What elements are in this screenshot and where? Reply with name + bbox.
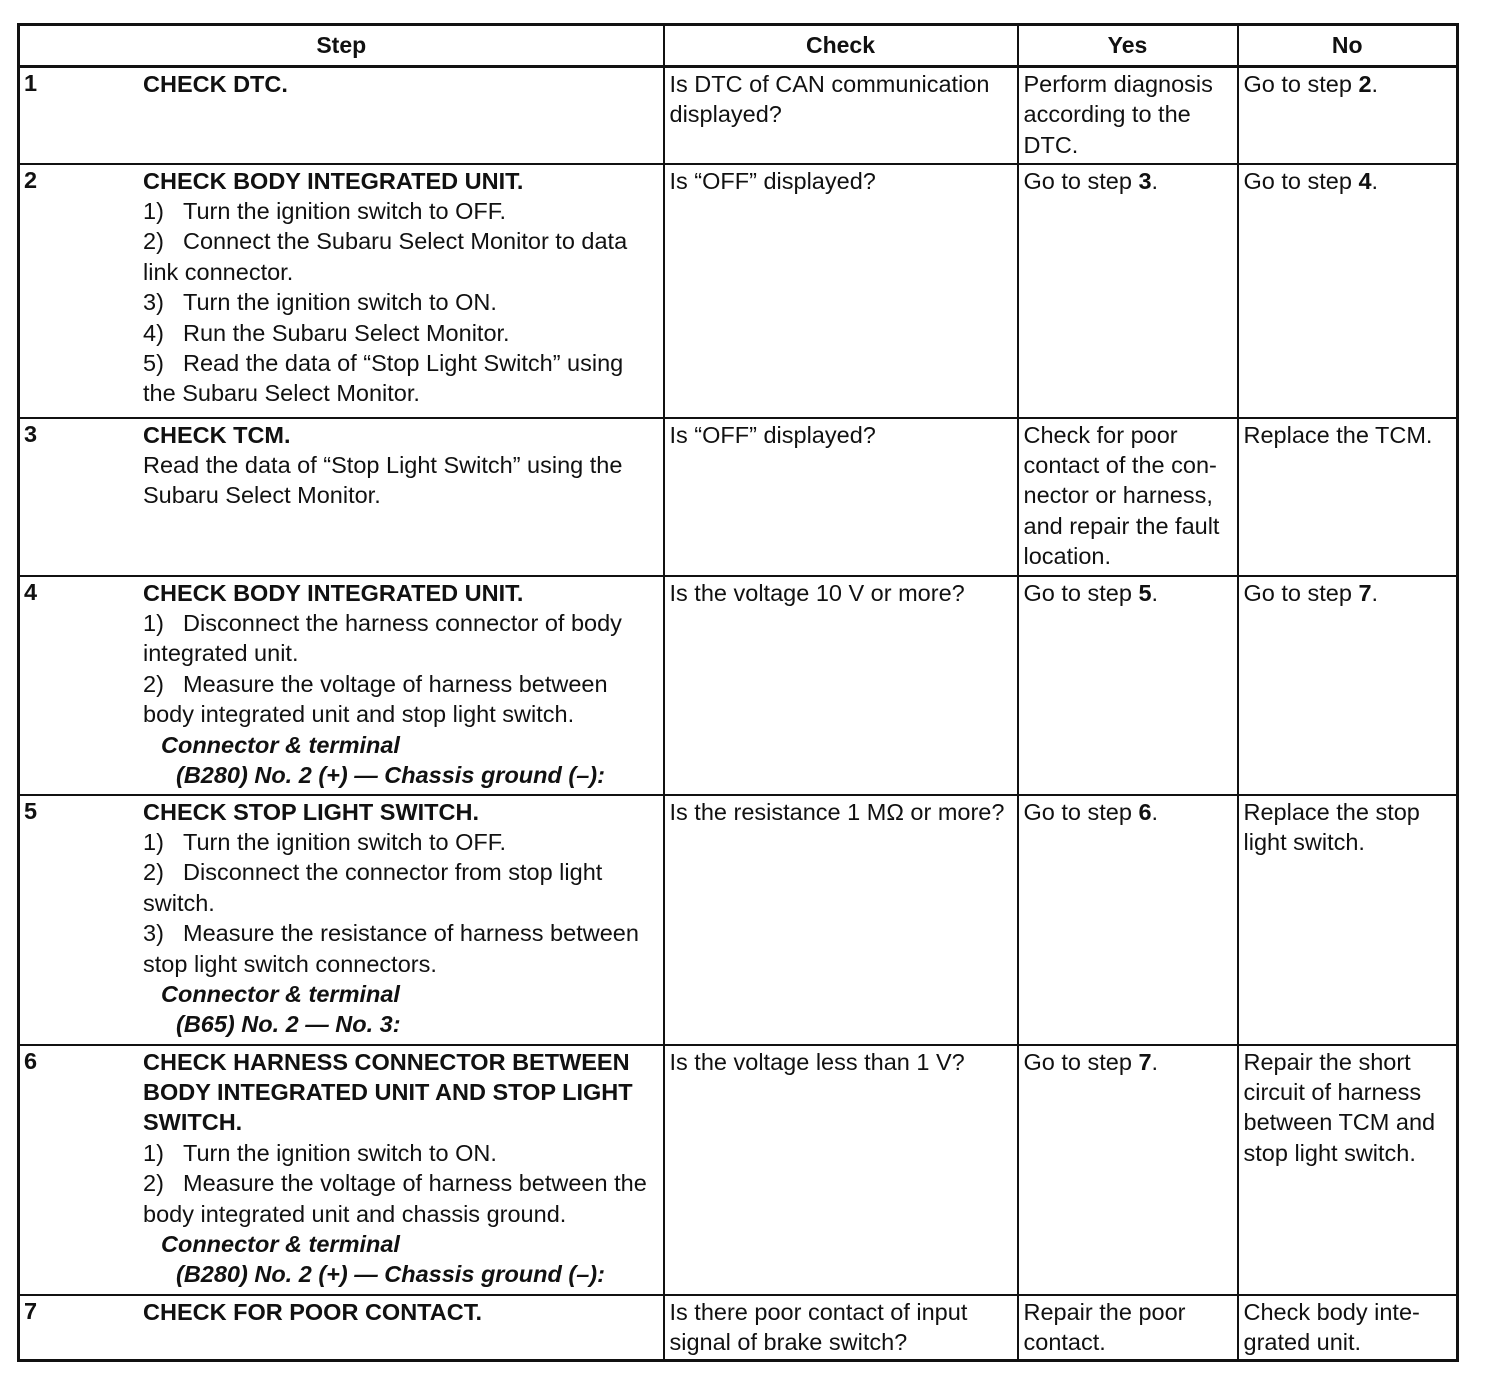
- table-row: [19, 795, 1458, 1045]
- step-cell: [19, 67, 664, 164]
- check-text: Is the voltage less than 1 V?: [669, 1048, 965, 1075]
- terminal-spec: (B65) No. 2 — No. 3:: [176, 1011, 401, 1038]
- step-cell: [19, 1295, 664, 1361]
- check-cell: [664, 67, 1018, 164]
- check-cell: [664, 1045, 1018, 1295]
- step-cell: [19, 576, 664, 795]
- check-cell: [664, 795, 1018, 1045]
- no-cell: [1238, 795, 1458, 1045]
- substep: 1) Turn the ignition switch to OFF.: [143, 828, 507, 855]
- yes-cell: [1018, 795, 1238, 1045]
- step-number: 3: [24, 420, 38, 447]
- step-title: CHECK DTC.: [143, 71, 288, 97]
- no-step-ref: 4: [1358, 167, 1372, 194]
- step-number: 4: [24, 578, 38, 605]
- header-check: Check: [664, 25, 1018, 67]
- substep: 2) Measure the voltage of harness between the body integrated unit and chassis ground.: [143, 1170, 647, 1227]
- substep: 1) Disconnect the harness connector of body integrated unit.: [143, 609, 622, 667]
- check-text: Is “OFF” displayed?: [669, 167, 876, 194]
- yes-cell: [1018, 67, 1238, 164]
- no-text: Replace the stop light switch.: [1243, 798, 1420, 855]
- no-text: Go to step 7.: [1243, 579, 1379, 606]
- yes-text: Check for poor contact of the con-nector or harness, and repair the fault location.: [1023, 421, 1220, 570]
- yes-text: Perform diagnosis according to the DTC.: [1023, 71, 1213, 158]
- connector-label: Connector & terminal: [161, 731, 400, 758]
- connector-label: Connector & terminal: [161, 980, 400, 1007]
- no-cell: [1238, 1295, 1458, 1361]
- terminal-spec: (B280) No. 2 (+) — Chassis ground (–):: [176, 1261, 605, 1288]
- no-text: Go to step 2.: [1243, 71, 1379, 97]
- table-row: [19, 67, 1458, 164]
- no-text: Repair the short circuit of harness between TCM and stop light switch.: [1243, 1048, 1436, 1166]
- check-text: Is the voltage 10 V or more?: [669, 579, 965, 606]
- substep: 2) Connect the Subaru Select Monitor to data link connector.: [143, 228, 628, 285]
- check-text: Is DTC of CAN communication displayed?: [669, 71, 990, 128]
- table-row: [19, 418, 1458, 576]
- diagnostic-table: [17, 23, 1459, 1362]
- substep: 3) Turn the ignition switch to ON.: [143, 289, 497, 316]
- yes-cell: [1018, 1295, 1238, 1361]
- yes-step-ref: 3: [1138, 167, 1152, 194]
- step-number: 5: [24, 797, 38, 824]
- yes-cell: [1018, 418, 1238, 576]
- step-cell: [19, 795, 664, 1045]
- check-cell: [664, 164, 1018, 418]
- step-number: 7: [24, 1297, 38, 1324]
- check-cell: [664, 1295, 1018, 1361]
- step-title: CHECK BODY INTEGRATED UNIT.: [143, 167, 524, 194]
- yes-text: Repair the poor contact.: [1023, 1298, 1186, 1355]
- no-step-ref: 7: [1358, 579, 1372, 606]
- no-cell: [1238, 418, 1458, 576]
- header-yes: Yes: [1018, 25, 1238, 67]
- header-row: [19, 25, 1458, 67]
- yes-cell: [1018, 576, 1238, 795]
- yes-cell: [1018, 1045, 1238, 1295]
- yes-text: Go to step 5.: [1023, 579, 1159, 606]
- substep: 1) Turn the ignition switch to OFF.: [143, 197, 507, 224]
- step-number: 1: [24, 70, 38, 96]
- yes-step-ref: 5: [1138, 579, 1152, 606]
- table-row: [19, 1295, 1458, 1361]
- step-title: CHECK STOP LIGHT SWITCH.: [143, 798, 479, 825]
- no-cell: [1238, 576, 1458, 795]
- step-title: CHECK TCM.: [143, 421, 291, 448]
- no-text: Replace the TCM.: [1243, 421, 1433, 448]
- step-body: Read the data of “Stop Light Switch” using the Subaru Select Monitor.: [143, 451, 623, 509]
- yes-text: Go to step 6.: [1023, 798, 1159, 825]
- no-text: Go to step 4.: [1243, 167, 1379, 194]
- substep: 5) Read the data of “Stop Light Switch” using the Subaru Select Monitor.: [143, 349, 624, 407]
- substep: 1) Turn the ignition switch to ON.: [143, 1139, 497, 1166]
- step-number: 2: [24, 166, 38, 193]
- step-cell: [19, 418, 664, 576]
- yes-text: Go to step 7.: [1023, 1048, 1159, 1075]
- check-text: Is “OFF” displayed?: [669, 421, 876, 448]
- check-cell: [664, 576, 1018, 795]
- table-row: [19, 576, 1458, 795]
- table-row: [19, 1045, 1458, 1295]
- substep: 2) Disconnect the connector from stop light switch.: [143, 859, 603, 916]
- step-cell: [19, 1045, 664, 1295]
- check-text: Is there poor contact of input signal of brake switch?: [669, 1298, 968, 1355]
- step-title: CHECK BODY INTEGRATED UNIT.: [143, 579, 524, 606]
- no-cell: [1238, 1045, 1458, 1295]
- connector-label: Connector & terminal: [161, 1230, 400, 1257]
- step-title: CHECK FOR POOR CONTACT.: [143, 1298, 483, 1325]
- header-no: No: [1238, 25, 1458, 67]
- step-cell: [19, 164, 664, 418]
- table-row: [19, 164, 1458, 418]
- check-cell: [664, 418, 1018, 576]
- header-step: Step: [19, 25, 664, 67]
- step-number: 6: [24, 1047, 38, 1074]
- yes-step-ref: 7: [1138, 1048, 1152, 1075]
- terminal-spec: (B280) No. 2 (+) — Chassis ground (–):: [176, 761, 605, 788]
- no-cell: [1238, 164, 1458, 418]
- yes-text: Go to step 3.: [1023, 167, 1159, 194]
- yes-cell: [1018, 164, 1238, 418]
- substep: 2) Measure the voltage of harness between body integrated unit and stop light switch.: [143, 670, 608, 728]
- substep: 3) Measure the resistance of harness between stop light switch connectors.: [143, 920, 639, 977]
- step-title: CHECK HARNESS CONNECTOR BETWEEN BODY INTEGRATED UNIT AND STOP LIGHT SWITCH.: [143, 1048, 633, 1136]
- yes-step-ref: 6: [1138, 798, 1152, 825]
- no-step-ref: 2: [1358, 71, 1372, 97]
- no-text: Check body inte-grated unit.: [1243, 1298, 1420, 1355]
- no-cell: [1238, 67, 1458, 164]
- check-text: Is the resistance 1 MΩ or more?: [669, 798, 1005, 825]
- substep: 4) Run the Subaru Select Monitor.: [143, 319, 510, 346]
